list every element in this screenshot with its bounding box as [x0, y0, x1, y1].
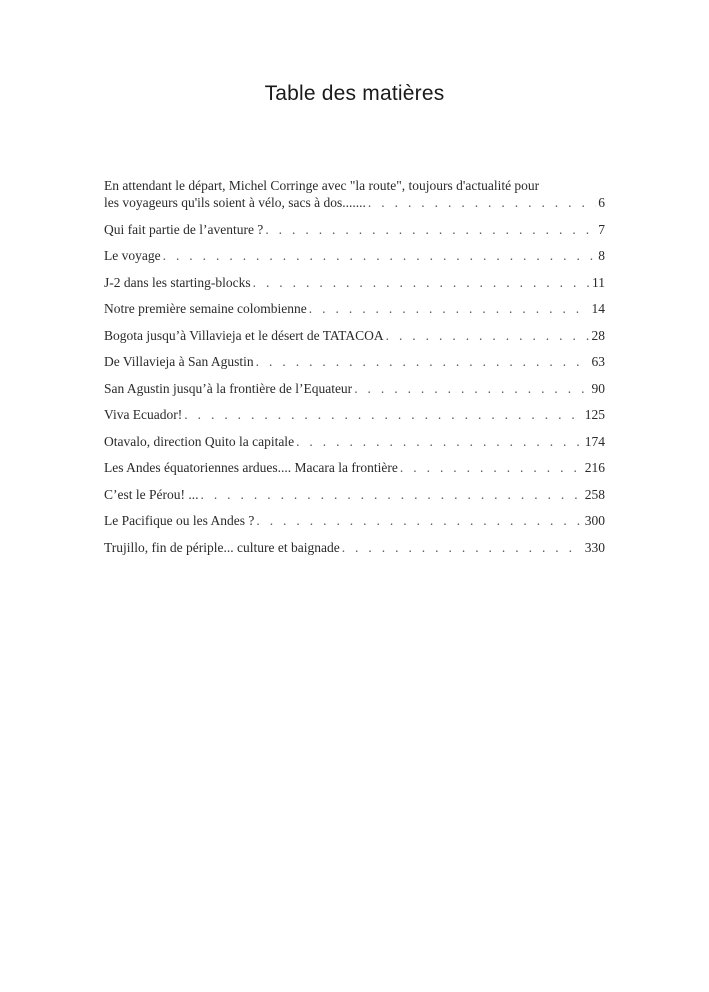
dot-leader	[184, 406, 582, 423]
dot-leader	[163, 247, 597, 264]
toc-entry-title-line1: En attendant le départ, Michel Corringe avec "la route", toujours d'actualité pour	[104, 178, 540, 193]
toc-entry-page: 125	[584, 407, 605, 422]
page-title: Table des matières	[264, 82, 445, 105]
toc-entry[interactable]	[104, 406, 605, 423]
dot-leader	[386, 327, 590, 344]
toc-entry-title: Trujillo, fin de périple... culture et baignade	[104, 539, 340, 555]
toc-entry-page: 216	[584, 460, 605, 475]
toc-entry-page: 8	[598, 248, 605, 263]
toc-entry[interactable]	[104, 274, 605, 291]
toc-entry-title: Les Andes équatoriennes ardues.... Macara la frontière	[104, 460, 398, 475]
dot-leader	[296, 433, 583, 450]
toc-entry-page: 14	[591, 301, 605, 316]
toc-entry[interactable]	[104, 380, 605, 397]
toc-entry-page: 11	[592, 274, 605, 290]
toc-entry-title: Le voyage	[104, 248, 161, 263]
dot-leader	[400, 459, 583, 476]
toc-entry-page: 63	[591, 354, 605, 369]
dot-leader	[309, 300, 590, 317]
dot-leader	[354, 380, 589, 397]
toc-entry-title: Viva Ecuador!	[104, 407, 183, 422]
toc-entry[interactable]	[104, 459, 605, 476]
toc-entry-title: Qui fait partie de l’aventure ?	[104, 221, 264, 237]
dot-leader	[253, 274, 590, 291]
toc-entry-page: 330	[584, 539, 605, 555]
toc-entry[interactable]	[104, 486, 605, 503]
toc-entry-page: 6	[598, 195, 605, 210]
toc-entry-page: 90	[591, 380, 605, 396]
toc-entry-page: 174	[584, 433, 605, 449]
toc-entry-title: C’est le Pérou! ...	[104, 486, 199, 502]
dot-leader	[200, 486, 582, 503]
toc-entry[interactable]	[104, 247, 605, 264]
dot-leader	[256, 353, 590, 370]
toc-entry[interactable]	[104, 539, 605, 556]
dot-leader	[265, 221, 596, 238]
dot-leader	[342, 539, 583, 556]
toc-entry-title: Bogota jusqu’à Villavieja et le désert de TATACOA	[104, 327, 384, 343]
toc-entry-title: Le Pacifique ou les Andes ?	[104, 513, 255, 528]
toc-entry-title: Otavalo, direction Quito la capitale	[104, 433, 295, 449]
toc-entry[interactable]	[104, 221, 605, 238]
toc-entry[interactable]	[104, 327, 605, 344]
toc-entry[interactable]	[104, 353, 605, 370]
toc-entry-page: 258	[584, 486, 605, 502]
toc-entry-title: les voyageurs qu'ils soient à vélo, sacs à dos.......	[104, 195, 366, 210]
dot-leader	[256, 512, 582, 529]
toc-entry[interactable]	[104, 177, 605, 211]
table-of-contents	[104, 177, 605, 565]
toc-entry[interactable]	[104, 512, 605, 529]
toc-entry-page: 300	[584, 513, 605, 528]
toc-entry-title: San Agustin jusqu’à la frontière de l’Equateur	[104, 380, 353, 396]
dot-leader	[368, 194, 596, 211]
toc-entry-title: J-2 dans les starting-blocks	[104, 274, 251, 290]
toc-entry-title: De Villavieja à San Agustin	[104, 354, 254, 369]
toc-entry[interactable]	[104, 433, 605, 450]
toc-entry[interactable]	[104, 300, 605, 317]
toc-entry-title: Notre première semaine colombienne	[104, 301, 307, 316]
toc-entry-page: 7	[598, 221, 605, 237]
toc-entry-page: 28	[591, 327, 605, 343]
